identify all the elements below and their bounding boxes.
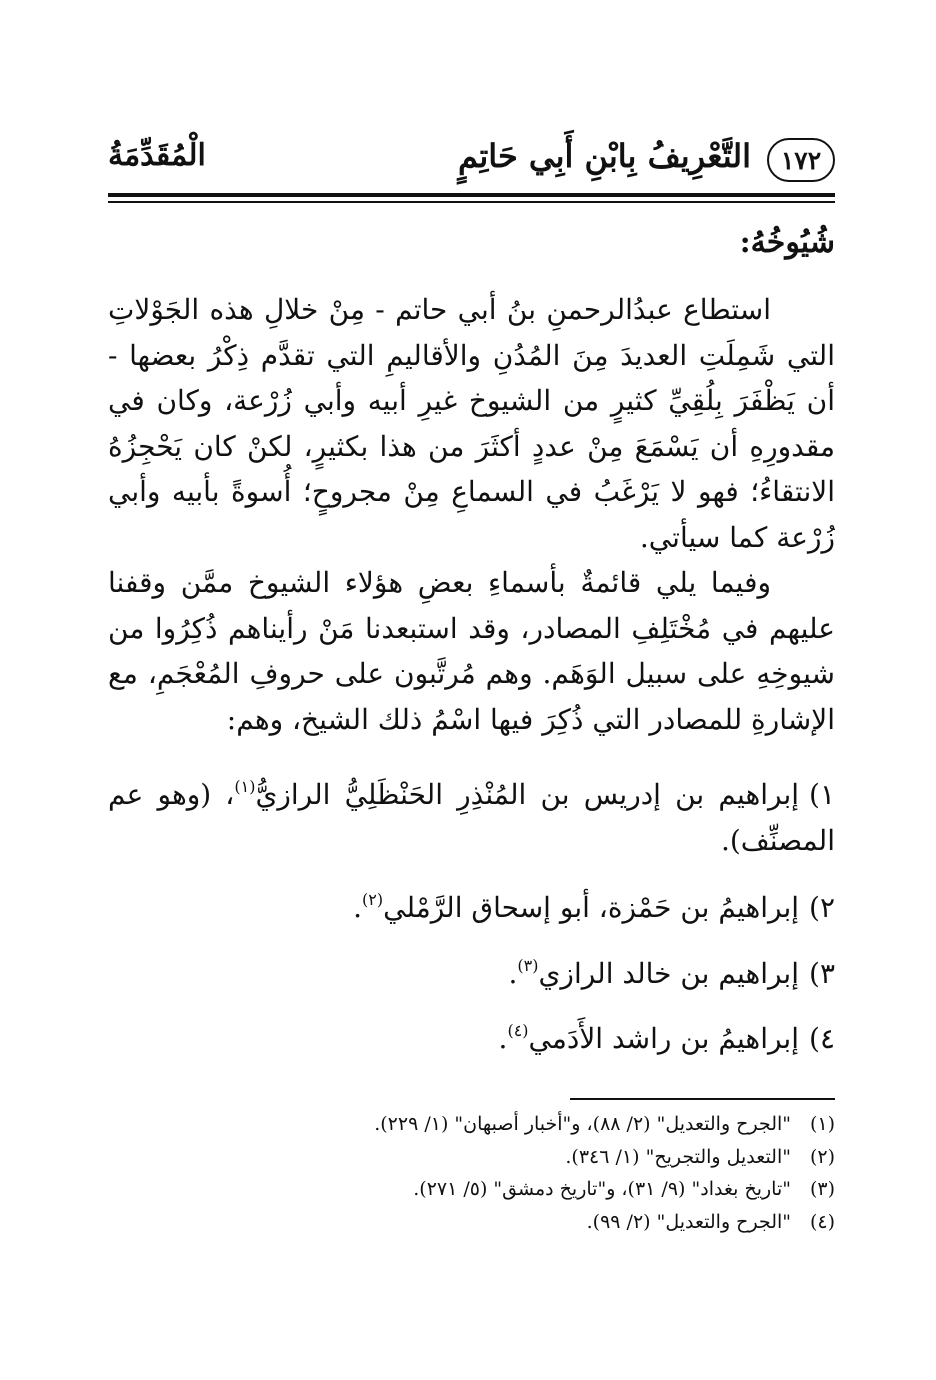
header-rule-thin bbox=[108, 201, 835, 203]
sheikh-name: إبراهيم بن إدريس بن المُنْذِرِ الحَنْظَلِيُّ الرازيُّ bbox=[255, 778, 800, 811]
paragraph-2 bbox=[108, 560, 835, 742]
footnote-number: (١) bbox=[809, 1113, 835, 1135]
footnote bbox=[108, 1206, 835, 1239]
sheikh-list-item bbox=[509, 951, 836, 997]
footnote bbox=[108, 1108, 835, 1141]
sheikh-name: إبراهيم بن خالد الرازي bbox=[538, 957, 800, 990]
section-title: الْمُقَدِّمَةُ bbox=[108, 138, 206, 173]
paragraph-text: استطاع عبدُالرحمنِ بنُ أبي حاتم - مِنْ خلالِ هذه الجَوْلاتِ التي شَمِلَتِ العديدَ مِنَ المُدُنِ والأقاليمِ التي تقدَّم ذِكْرُ بعضها - أن يَظْفَرَ بِلُقِيِّ كثيرٍ من الشيوخ غيرِ أبيه وأبي زُرْعة، وكان في مقدورِهِ أن يَسْمَعَ مِنْ عددٍ أكثَرَ من هذا بكثيرٍ، لكنْ كان يَحْجِزُهُ الانتقاءُ؛ فهو لا يَرْغَبُ في السماعِ مِنْ مجروحٍ؛ أُسوةً بأبيه وأبي زُرْعة كما سيأتي. bbox=[108, 293, 835, 554]
list-item-tail: . bbox=[498, 1022, 508, 1055]
footnote-number: (٤) bbox=[809, 1210, 835, 1233]
footnote-ref: (٢) bbox=[362, 890, 384, 909]
section-heading: شُيُوخُهُ: bbox=[739, 225, 835, 260]
header-rule-thick bbox=[108, 193, 835, 197]
book-title: التَّعْرِيفُ بِابْنِ أَبِي حَاتِمٍ bbox=[458, 137, 751, 175]
footnote bbox=[108, 1173, 835, 1206]
page-number: ١٧٢ bbox=[767, 138, 835, 182]
footnote-ref: (٤) bbox=[507, 1021, 529, 1040]
list-item-number: ٢) bbox=[809, 891, 835, 924]
footnote-text: "الجرح والتعديل" (٢/ ٨٨)، و"أخبار أصبهان" (١/ ٢٢٩). bbox=[374, 1113, 791, 1135]
footnote-ref: (٣) bbox=[517, 956, 539, 975]
footnote-divider bbox=[570, 1098, 835, 1100]
list-item-number: ٤) bbox=[809, 1022, 835, 1055]
footnote-number: (٢) bbox=[809, 1145, 835, 1168]
footnotes bbox=[108, 1108, 835, 1238]
list-item-tail: . bbox=[508, 957, 518, 990]
list-item-tail: . bbox=[353, 891, 363, 924]
sheikh-list-item bbox=[108, 772, 835, 863]
paragraph-1 bbox=[108, 287, 835, 560]
list-item-tail: ، (وهو عم المصنِّف). bbox=[108, 778, 835, 857]
sheikh-name: إبراهيمُ بن حَمْزة، أبو إسحاق الرَّمْلي bbox=[383, 891, 800, 924]
list-item-number: ٣) bbox=[809, 957, 835, 990]
sheikh-list-item bbox=[353, 885, 835, 931]
sheikh-name: إبراهيمُ بن راشد الأَدَمي bbox=[528, 1022, 800, 1055]
footnote-ref: (١) bbox=[234, 777, 256, 796]
footnote-text: "تاريخ بغداد" (٩/ ٣١)، و"تاريخ دمشق" (٥/ ٢٧١). bbox=[413, 1178, 791, 1200]
sheikh-list-item bbox=[499, 1016, 835, 1062]
running-header bbox=[108, 118, 835, 188]
footnote-text: "التعديل والتجريح" (١/ ٣٤٦). bbox=[565, 1145, 791, 1168]
footnote bbox=[108, 1141, 835, 1174]
paragraph-text: وفيما يلي قائمةٌ بأسماءِ بعضِ هؤلاء الشيوخ ممَّن وقفنا عليهم في مُخْتَلِفِ المصادر، وقد استبعدنا مَنْ رأيناهم ذُكِرُوا من شيوخِهِ على سبيل الوَهَم. وهم مُرتَّبون على حروفِ المُعْجَمِ، مع الإشارةِ للمصادر التي ذُكِرَ فيها اسْمُ ذلك الشيخ، وهم: bbox=[108, 566, 835, 736]
list-item-number: ١) bbox=[809, 778, 835, 811]
footnote-text: "الجرح والتعديل" (٢/ ٩٩). bbox=[586, 1210, 791, 1233]
footnote-number: (٣) bbox=[809, 1178, 835, 1200]
